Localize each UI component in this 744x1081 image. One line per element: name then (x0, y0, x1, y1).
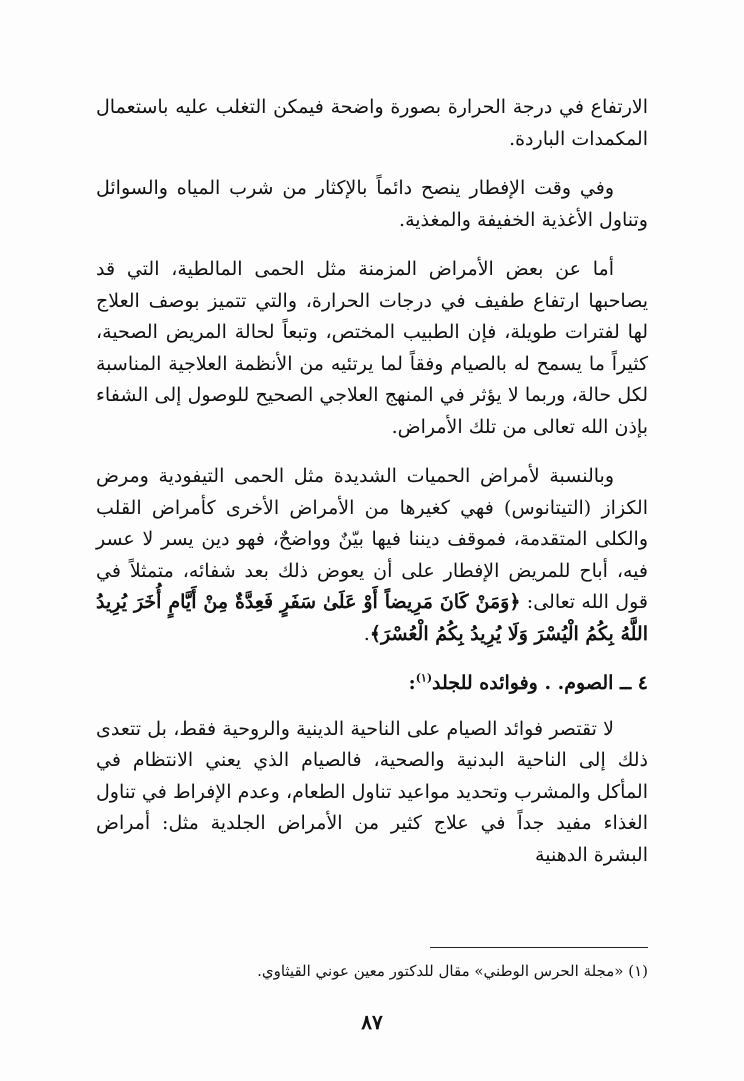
paragraph-4-end: . (363, 622, 370, 645)
section-heading-text: ٤ ــ الصوم. . وفوائده للجلد (432, 672, 648, 694)
footnote-mark: (١) (415, 671, 433, 685)
main-text (96, 92, 648, 889)
footnote-divider (430, 947, 648, 948)
paragraph-4 (96, 461, 648, 650)
paragraph-3: أما عن بعض الأمراض المزمنة مثل الحمى المالطية، التي قد يصاحبها ارتفاع طفيف في درجات الحرارة، والتي تتميز بوصف العلاج لها لفترات طويلة، فإن الطبيب المختص، وتبعاً لحالة المريض الصحية، كثيراً ما يسمح له بالصيام وفقاً لما يرتئيه من الأنظمة العلاجية المناسبة لكل حالة، وربما لا يؤثر في المنهج العلاجي الصحيح للوصول إلى الشفاء بإذن الله تعالى من تلك الأمراض. (96, 258, 648, 438)
section-heading (96, 668, 648, 700)
paragraph-2: وفي وقت الإفطار ينصح دائماً بالإكثار من شرب المياه والسوائل وتناول الأغذية الخفيفة والمغذية. (96, 177, 648, 231)
paragraph-1: الارتفاع في درجة الحرارة بصورة واضحة فيمكن التغلب عليه باستعمال المكمدات الباردة. (96, 96, 648, 150)
section-heading-end: : (408, 672, 416, 694)
page-number: ٨٧ (361, 1010, 383, 1034)
quran-verse: ﴿وَمَنْ كَانَ مَرِيضاً أَوْ عَلَىٰ سَفَرٍ فَعِدَّةٌ مِنْ أَيَّامٍ أُخَرَ يُرِيدُ اللَّهُ بِكُمُ الْيُسْرَ وَلَا يُرِيدُ بِكُمُ الْعُسْرَ﴾ (96, 591, 648, 645)
footnote: (١) «مجلة الحرس الوطني» مقال للدكتور معين عوني القيثاوي. (257, 962, 648, 980)
paragraph-5: لا تقتصر فوائد الصيام على الناحية الدينية والروحية فقط، بل تتعدى ذلك إلى الناحية البدنية والصحية، فالصيام الذي يعني الانتظام في المأكل والمشرب وتحديد مواعيد تناول الطعام، وعدم الإفراط في تناول الغذاء مفيد جداً في علاج كثير من الأمراض الجلدية مثل: أمراض البشرة الدهنية (96, 717, 648, 866)
paragraph-4-text: وبالنسبة لأمراض الحميات الشديدة مثل الحمى التيفودية ومرض الكزاز (التيتانوس) فهي كغيرها من الأمراض الأخرى كأمراض القلب والكلى المتقدمة، فموقف ديننا فيها بيّنٌ وواضحٌ، فهو دين يسر لا عسر فيه، أباح للمريض الإفطار على أن يعوض ذلك بعد شفائه، متمثلاً في قول الله تعالى: (96, 465, 648, 613)
